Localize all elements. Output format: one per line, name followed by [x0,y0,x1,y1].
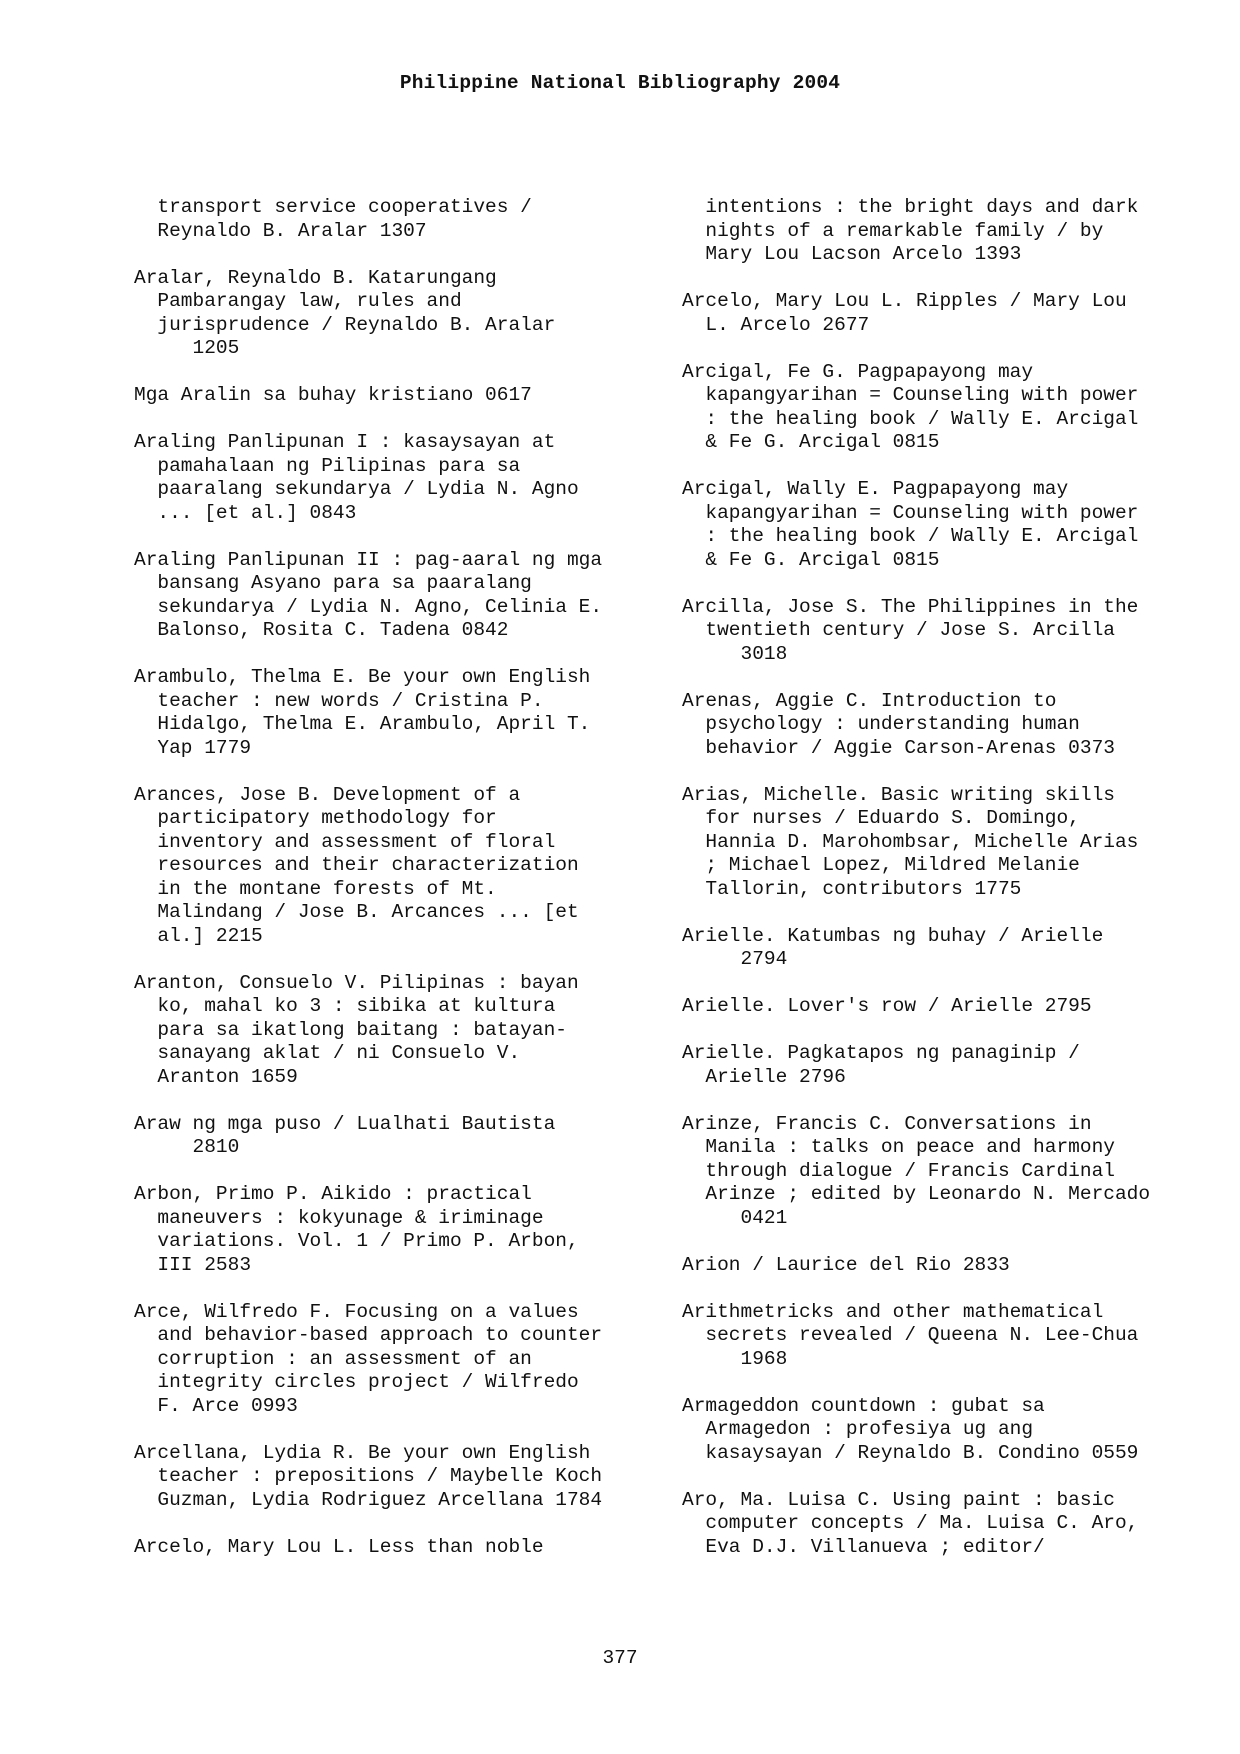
bibliography-entry: Arias, Michelle. Basic writing skills for nurses / Eduardo S. Domingo, Hannia D. Marohombsar, Michelle Arias ; Michael Lopez, Mildred Melanie Tallorin, contributors 1775 [682,783,1139,900]
bibliography-entry: Arances, Jose B. Development of a participatory methodology for inventory and assessment of floral resources and their characterization in the montane forests of Mt. Malindang / Jose B. Arcances ... [et al.] 2215 [134,783,579,947]
bibliography-entry: Arcelo, Mary Lou L. Less than noble [134,1535,544,1558]
bibliography-entry: Aranton, Consuelo V. Pilipinas : bayan ko, mahal ko 3 : sibika at kultura para sa ikatlong baitang : batayan- sanayang aklat / ni Consuelo V. Aranton 1659 [134,971,579,1088]
bibliography-entry: Arambulo, Thelma E. Be your own English teacher : new words / Cristina P. Hidalgo, Thelma E. Arambulo, April T. Yap 1779 [134,666,591,759]
bibliography-entry: Araling Panlipunan I : kasaysayan at pamahalaan ng Pilipinas para sa paaralang sekundarya / Lydia N. Agno ... [et al.] 0843 [134,431,579,524]
bibliography-entry: Arenas, Aggie C. Introduction to psychology : understanding human behavior / Aggie Carson-Arenas 0373 [682,689,1115,759]
bibliography-entry: Arce, Wilfredo F. Focusing on a values and behavior-based approach to counter corruption : an assessment of an integrity circles project / Wilfredo F. Arce 0993 [134,1300,603,1417]
bibliography-entry: Araling Panlipunan II : pag-aaral ng mga bansang Asyano para sa paaralang sekundarya / Lydia N. Agno, Celinia E. Balonso, Rosita C. Tadena 0842 [134,548,603,641]
bibliography-entry: Arithmetricks and other mathematical secrets revealed / Queena N. Lee-Chua 1968 [682,1300,1139,1370]
bibliography-entry: Arcigal, Fe G. Pagpapayong may kapangyarihan = Counseling with power : the healing book / Wally E. Arcigal & Fe G. Arcigal 0815 [682,360,1139,453]
right-column [682,196,1240,1583]
bibliography-entry: Arion / Laurice del Rio 2833 [682,1253,1010,1276]
bibliography-entry: Arcigal, Wally E. Pagpapayong may kapangyarihan = Counseling with power : the healing book / Wally E. Arcigal & Fe G. Arcigal 0815 [682,478,1139,571]
bibliography-entry: Araw ng mga puso / Lualhati Bautista 2810 [134,1112,556,1158]
bibliography-entry: Arielle. Lover's row / Arielle 2795 [682,995,1092,1017]
bibliography-entry: Arbon, Primo P. Aikido : practical maneuvers : kokyunage & iriminage variations. Vol. 1 / Primo P. Arbon, III 2583 [134,1183,579,1276]
bibliography-entry: intentions : the bright days and dark nights of a remarkable family / by Mary Lou Lacson Arcelo 1393 [705,196,1139,265]
bibliography-entry: Arcellana, Lydia R. Be your own English teacher : prepositions / Maybelle Koch Guzman, Lydia Rodriguez Arcellana 1784 [134,1441,603,1511]
page-number: 377 [602,1647,638,1669]
bibliography-entry: Mga Aralin sa buhay kristiano 0617 [134,384,532,406]
bibliography-entry: Aro, Ma. Luisa C. Using paint : basic computer concepts / Ma. Luisa C. Aro, Eva D.J. Villanueva ; editor/ [682,1488,1139,1558]
page-title: Philippine National Bibliography 2004 [399,72,841,94]
bibliography-entry: Arcelo, Mary Lou L. Ripples / Mary Lou L. Arcelo 2677 [682,290,1127,336]
bibliography-entry: Arcilla, Jose S. The Philippines in the twentieth century / Jose S. Arcilla 3018 [682,595,1139,665]
bibliography-entry: Arielle. Pagkatapos ng panaginip / Arielle 2796 [682,1042,1080,1088]
left-column [134,196,694,1583]
bibliography-entry: Armageddon countdown : gubat sa Armagedon : profesiya ug ang kasaysayan / Reynaldo B. Condino 0559 [682,1394,1139,1464]
bibliography-entry: Aralar, Reynaldo B. Katarungang Pambarangay law, rules and jurisprudence / Reynaldo B. Aralar 1205 [134,266,556,359]
bibliography-entry: transport service cooperatives / Reynaldo B. Aralar 1307 [157,196,532,242]
bibliography-entry: Arinze, Francis C. Conversations in Manila : talks on peace and harmony through dialogue / Francis Cardinal Arinze ; edited by Leonardo N. Mercado 0421 [682,1112,1151,1229]
bibliography-entry: Arielle. Katumbas ng buhay / Arielle 2794 [682,924,1104,970]
